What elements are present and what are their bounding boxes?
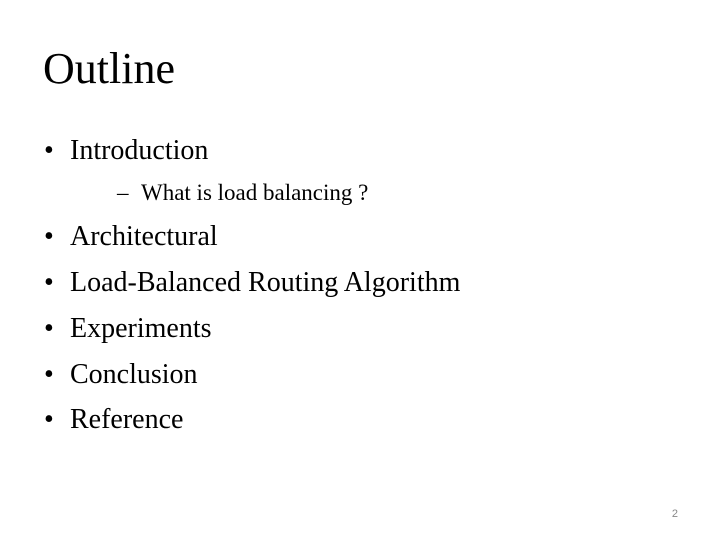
bullet-reference [44, 403, 183, 437]
sub-bullet-dash: – [117, 180, 129, 205]
bullet-dot: • [44, 135, 54, 166]
page-number: 2 [671, 508, 678, 520]
bullet-experiments [44, 312, 212, 346]
bullet-label: Experiments [70, 313, 212, 344]
bullet-dot: • [44, 359, 54, 390]
slide-title: Outline [43, 44, 175, 93]
bullet-routing-algorithm [44, 266, 460, 300]
bullet-introduction [44, 134, 208, 168]
bullet-label: Load-Balanced Routing Algorithm [70, 267, 461, 298]
bullet-architectural [44, 220, 218, 254]
bullet-dot: • [44, 313, 54, 344]
bullet-dot: • [44, 267, 54, 298]
bullet-label: Architectural [70, 221, 218, 252]
bullet-conclusion [44, 358, 198, 392]
bullet-dot: • [44, 404, 54, 435]
sub-bullet-label: What is load balancing ? [141, 180, 369, 205]
sub-bullet-load-balancing [117, 179, 368, 207]
bullet-label: Conclusion [70, 359, 198, 390]
bullet-label: Introduction [70, 135, 209, 166]
bullet-label: Reference [70, 404, 184, 435]
bullet-dot: • [44, 221, 54, 252]
